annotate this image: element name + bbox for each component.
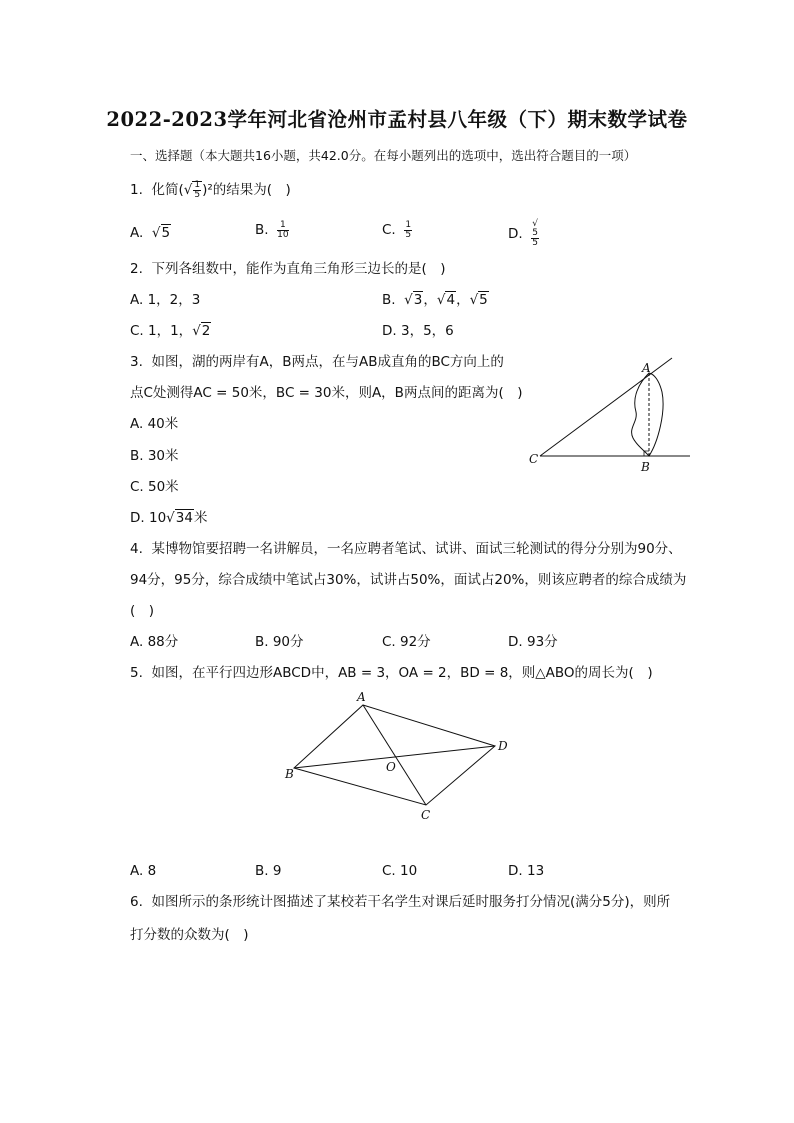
option-c: C. 10 xyxy=(382,863,418,879)
label-d: D xyxy=(498,739,508,753)
option-b: B. 90分 xyxy=(255,634,304,650)
option-d: D. 13 xyxy=(508,863,545,879)
option-d: D. 93分 xyxy=(508,634,558,650)
question-number: 6. xyxy=(130,894,143,910)
option-a: A. 1，2，3 xyxy=(130,292,201,308)
fraction: $\frac{1}{5}$ xyxy=(194,179,201,200)
lake-figure xyxy=(520,350,700,480)
option-b: B. 9 xyxy=(255,863,282,879)
question-4-line3: ( ) xyxy=(130,603,155,619)
question-number: 1. xyxy=(130,182,143,198)
label-c: C xyxy=(529,452,539,466)
question-number: 5. xyxy=(130,665,143,681)
option-b: B. √3，√4，√5 xyxy=(382,292,488,308)
label-b: B xyxy=(641,460,650,474)
lake-outline xyxy=(632,373,663,456)
option-a: A. √5 xyxy=(130,225,171,241)
question-5 xyxy=(130,663,653,683)
question-1 xyxy=(130,180,291,200)
label-a: A xyxy=(357,690,366,704)
question-text: 某博物馆要招聘一名讲解员，一名应聘者笔试、试讲、面试三轮测试的得分分别为90分、 xyxy=(151,541,682,557)
option-a: A. 88分 xyxy=(130,634,179,650)
label-o: O xyxy=(386,760,396,774)
line-ca xyxy=(540,358,672,456)
question-number: 4. xyxy=(130,541,143,557)
option-a: A. 40米 xyxy=(130,416,179,432)
sqrt-symbol: √ $\frac{1}{5}$ xyxy=(183,179,201,200)
section-heading: 一、选择题（本大题共16小题，共42.0分。在每小题列出的选项中，选出符合题目的一项） xyxy=(130,148,637,163)
question-text: 下列各组数中，能作为直角三角形三边长的是( ) xyxy=(151,261,446,277)
label-b: B xyxy=(285,767,294,781)
option-c: C. $\frac{1}{5}$ xyxy=(382,219,412,240)
option-c: C. 1，1，√2 xyxy=(130,323,211,339)
question-text: 化简( xyxy=(151,182,184,198)
question-text-end: )²的结果为( ) xyxy=(202,182,291,198)
option-d: D. √ 5 5 xyxy=(508,219,539,248)
question-4-line2: 94分，95分，综合成绩中笔试占30%，试讲占50%，面试占20%，则该应聘者的综合成绩为 xyxy=(130,572,687,588)
option-b: B. $\frac{1}{10}$ xyxy=(255,219,289,240)
question-number: 2. xyxy=(130,261,143,277)
question-text: 如图所示的条形统计图描述了某校若干名学生对课后延时服务打分情况(满分5分)，则所 xyxy=(151,894,671,910)
page-title: 2022-2023学年河北省沧州市孟村县八年级（下）期末数学试卷 xyxy=(106,108,688,131)
option-d: D. 3，5，6 xyxy=(382,323,454,339)
question-number: 3. xyxy=(130,354,143,370)
question-text: 如图，在平行四边形ABCD中，AB = 3，OA = 2，BD = 8，则△ABO的周长为( ) xyxy=(151,665,653,681)
parallelogram-figure xyxy=(280,685,520,825)
question-3-line2: 点C处测得AC = 50米，BC = 30米，则A，B两点间的距离为( ) xyxy=(130,385,523,401)
option-a: A. 8 xyxy=(130,863,157,879)
option-c: C. 50米 xyxy=(130,479,179,495)
option-b: B. 30米 xyxy=(130,448,179,464)
question-2 xyxy=(130,259,446,279)
label-a: A xyxy=(642,361,651,375)
option-d: D. 10√34米 xyxy=(130,510,208,526)
question-6 xyxy=(130,892,670,912)
question-3 xyxy=(130,352,504,372)
option-c: C. 92分 xyxy=(382,634,431,650)
label-c: C xyxy=(421,808,431,822)
question-6-line2: 打分数的众数为( ) xyxy=(130,927,249,943)
question-4 xyxy=(130,539,682,559)
question-text: 如图，湖的两岸有A，B两点，在与AB成直角的BC方向上的 xyxy=(151,354,504,370)
